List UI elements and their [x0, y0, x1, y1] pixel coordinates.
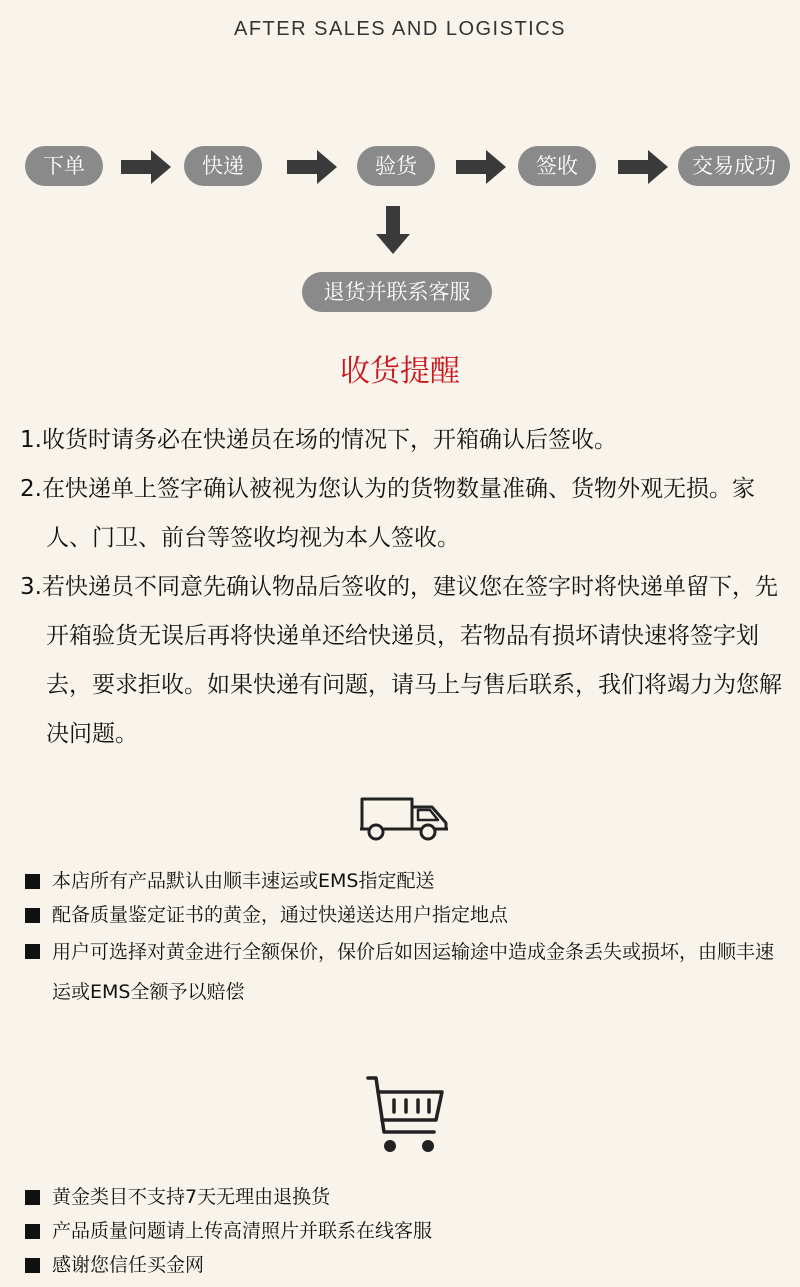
shopping-cart-icon — [364, 1072, 448, 1156]
truck-icon — [358, 795, 450, 841]
notice-item: 3.若快递员不同意先确认物品后签收的，建议您在签字时将快递单留下，先开箱验货无误后再将快递单还给快递员，若物品有损坏请快速将签字划去，要求拒收。如果快递有问题，请马上与售后联系，我们将竭力为您解决问题。 — [20, 574, 782, 747]
receipt-title: 收货提醒 — [340, 354, 460, 389]
list-item-text: 感谢您信任买金网 — [52, 1254, 205, 1276]
receipt-notice-list — [20, 416, 796, 759]
page-header: AFTER SALES AND LOGISTICS — [233, 18, 567, 40]
bullet-square-icon — [25, 1258, 40, 1273]
step-order: 下单 — [25, 146, 103, 186]
step-inspect: 验货 — [357, 146, 435, 186]
policy-list — [22, 1180, 792, 1282]
bullet-square-icon — [25, 1224, 40, 1239]
arrow-down-icon — [376, 206, 410, 254]
bullet-square-icon — [25, 944, 40, 959]
bullet-square-icon — [25, 874, 40, 889]
bullet-square-icon — [25, 1190, 40, 1205]
list-item — [22, 898, 792, 932]
arrow-right-icon — [618, 150, 668, 184]
list-item — [22, 932, 792, 1012]
list-item-text: 配备质量鉴定证书的黄金，通过快递送达用户指定地点 — [52, 904, 509, 926]
bullet-square-icon — [25, 908, 40, 923]
list-item-text: 本店所有产品默认由顺丰速运或EMS指定配送 — [52, 870, 435, 892]
arrow-right-icon — [287, 150, 337, 184]
step-sign: 签收 — [518, 146, 596, 186]
list-item — [22, 1214, 792, 1248]
list-item-text: 黄金类目不支持7天无理由退换货 — [52, 1186, 331, 1208]
arrow-right-icon — [121, 150, 171, 184]
list-item — [22, 864, 792, 898]
notice-item: 2.在快递单上签字确认被视为您认为的货物数量准确、货物外观无损。家人、门卫、前台等签收均视为本人签收。 — [20, 476, 755, 551]
notice-item: 1.收货时请务必在快递员在场的情况下，开箱确认后签收。 — [20, 427, 617, 453]
list-item — [22, 1248, 792, 1282]
step-delivery: 快递 — [184, 146, 262, 186]
list-item — [22, 1180, 792, 1214]
list-item-text: 用户可选择对黄金进行全额保价，保价后如因运输途中造成金条丢失或损坏，由顺丰速运或EMS全额予以赔偿 — [52, 941, 775, 1003]
step-return: 退货并联系客服 — [302, 272, 492, 312]
arrow-right-icon — [456, 150, 506, 184]
step-complete: 交易成功 — [678, 146, 790, 186]
list-item-text: 产品质量问题请上传高清照片并联系在线客服 — [52, 1220, 433, 1242]
shipping-list — [22, 864, 792, 1012]
